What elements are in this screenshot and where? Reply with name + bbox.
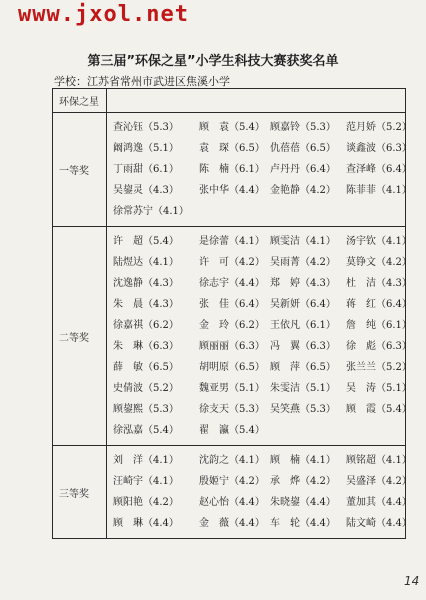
winner-entry: 顾阳艳（4.2） [113, 497, 179, 508]
winner-entry: 顾丽丽（6.3） [199, 341, 265, 352]
winner-entry: 金艳静（4.2） [270, 185, 336, 196]
award-row-first [53, 113, 406, 227]
award-header: 环保之星 [53, 89, 107, 113]
winner-entry: 魏亚男（5.1） [199, 383, 265, 394]
winner-entry: 查沁钰（5.3） [113, 122, 179, 133]
winner-entry: 朱雯洁（5.1） [270, 383, 336, 394]
winner-entry: 顾鋆熙（5.3） [113, 404, 179, 415]
winner-entry: 王依凡（6.1） [270, 320, 336, 331]
winner-entry: 刘 洋（4.1） [113, 455, 179, 466]
winner-entry: 顾 楠（4.1） [270, 455, 336, 466]
winner-entry: 顾铭超（4.1） [346, 455, 412, 466]
winner-entry: 徐嘉祺（6.2） [113, 320, 179, 331]
names-grid-third [113, 450, 412, 534]
winner-entry: 仇蓓蓓（6.5） [270, 143, 336, 154]
award-label-second: 二等奖 [53, 227, 107, 446]
names-cell-second [107, 227, 412, 446]
winner-entry: 朱 琳（6.3） [113, 341, 179, 352]
winner-entry: 顾雯洁（4.1） [270, 236, 336, 247]
winner-entry: 金 玲（6.2） [199, 320, 265, 331]
winner-entry: 汤宇钦（4.1） [346, 236, 412, 247]
winner-entry: 顾 霞（5.4） [346, 404, 412, 415]
winner-entry: 张 佳（6.4） [199, 299, 265, 310]
winner-entry: 郑 婷（4.3） [270, 278, 336, 289]
winner-entry: 陆文崎（4.4） [346, 518, 412, 529]
winner-entry: 冯 翼（6.3） [270, 341, 336, 352]
names-grid-second [113, 231, 412, 441]
award-row-third [53, 446, 406, 539]
winner-entry: 陈菲菲（4.1） [346, 185, 412, 196]
winner-entry: 胡明原（6.5） [199, 362, 265, 373]
award-row-second [53, 227, 406, 446]
award-label-first: 一等奖 [53, 113, 107, 227]
winner-entry: 徐 彪（6.3） [346, 341, 412, 352]
winner-entry: 丁雨甜（6.1） [113, 164, 179, 175]
winner-entry: 徐支天（5.3） [199, 404, 265, 415]
document-title: 第三届”环保之星”小学生科技大赛获奖名单 [87, 54, 339, 69]
winner-entry: 杜 洁（4.3） [346, 278, 412, 289]
winner-entry: 查泽峰（6.4） [346, 164, 412, 175]
winner-entry: 沈韵之（4.1） [199, 455, 265, 466]
winner-entry: 史倩波（5.2） [113, 383, 179, 394]
winner-entry: 顾 琳（4.4） [113, 518, 179, 529]
winner-entry: 吴鋆灵（4.3） [113, 185, 179, 196]
winner-entry: 顾嘉铃（5.3） [270, 122, 336, 133]
winner-entry: 吴雨菁（4.2） [270, 257, 336, 268]
winner-entry: 是徐蕾（4.1） [199, 236, 265, 247]
winner-entry: 詹 纯（6.1） [346, 320, 412, 331]
winner-entry: 张中华（4.4） [199, 185, 265, 196]
winner-entry: 莫铮文（4.2） [346, 257, 412, 268]
winner-entry: 许 超（5.4） [113, 236, 179, 247]
winner-entry: 袁 琛（6.5） [199, 143, 265, 154]
winner-entry: 沈逸静（4.3） [113, 278, 179, 289]
winner-entry: 阚鸿逸（5.1） [113, 143, 179, 154]
award-header-blank [107, 89, 406, 113]
winner-entry: 徐志宇（4.4） [199, 278, 265, 289]
names-grid-first [113, 117, 412, 222]
winner-entry: 顾 萍（6.5） [270, 362, 336, 373]
winner-entry: 顾 袁（5.4） [199, 122, 265, 133]
winner-entry: 卢丹丹（6.4） [270, 164, 336, 175]
award-label-third: 三等奖 [53, 446, 107, 539]
page-number-mark: 14 [404, 574, 420, 588]
winner-entry: 张兰兰（5.2） [346, 362, 412, 373]
winner-entry: 陈 楠（6.1） [199, 164, 265, 175]
school-line: 学校：江苏省常州市武进区焦溪小学 [54, 75, 230, 88]
winner-entry: 蒋 红（6.4） [346, 299, 412, 310]
winner-entry: 朱晓鋆（4.4） [270, 497, 336, 508]
winner-entry: 范月娇（5.2） [346, 122, 412, 133]
winner-entry: 金 薇（4.4） [199, 518, 265, 529]
winner-entry: 吴盛泽（4.2） [346, 476, 412, 487]
winner-entry: 薛 敏（6.5） [113, 362, 179, 373]
winner-entry: 车 轮（4.4） [270, 518, 336, 529]
winner-entry: 汪崎宇（4.1） [113, 476, 179, 487]
winner-entry: 吴 涛（5.1） [346, 383, 412, 394]
winner-entry: 殷姬宁（4.2） [199, 476, 265, 487]
table-header-row [53, 89, 406, 113]
winner-entry: 陆煜达（4.1） [113, 257, 179, 268]
winner-entry: 承 烨（4.2） [270, 476, 336, 487]
winner-entry: 谈鑫波（6.3） [346, 143, 412, 154]
winner-entry: 吴笑燕（5.3） [270, 404, 336, 415]
winner-entry: 徐泓嘉（5.4） [113, 425, 179, 436]
names-cell-third [107, 446, 412, 539]
site-watermark: www.jxol.net [18, 2, 189, 27]
winner-entry: 翟 瀛（5.4） [199, 425, 265, 436]
winner-entry: 吴新妍（6.4） [270, 299, 336, 310]
winner-entry: 徐常苏宁（4.1） [113, 206, 189, 217]
winner-entry: 朱 晨（4.3） [113, 299, 179, 310]
winner-entry: 许 可（4.2） [199, 257, 265, 268]
award-table [52, 88, 412, 539]
names-cell-first [107, 113, 412, 227]
winner-entry: 赵心怡（4.4） [199, 497, 265, 508]
winner-entry: 董加其（4.4） [346, 497, 412, 508]
